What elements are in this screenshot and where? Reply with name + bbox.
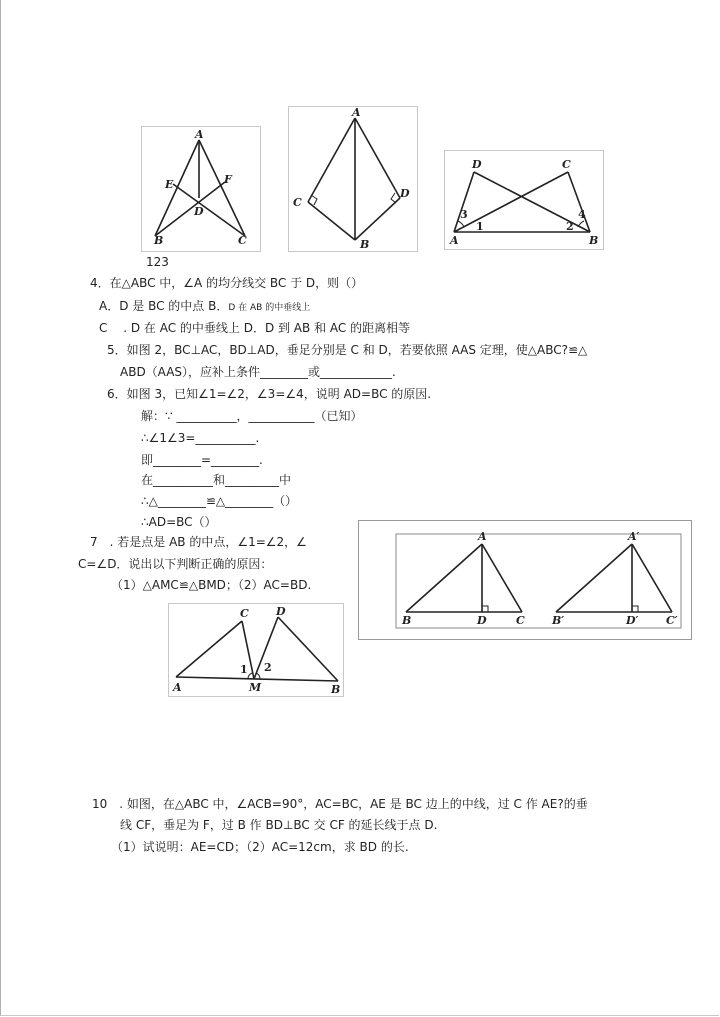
q6-step4: 在__________和_________中 [141,473,292,487]
fig5-angle-1: 1 [240,663,248,676]
q10-line2: 线 CF，垂足为 F，过 B 作 BD⊥BC 交 CF 的延长线于点 D. [120,818,438,832]
fig1-label-A: A [195,128,204,141]
q4-option-b: D 在 AB 的中垂线上 [228,303,311,313]
fig2-label-B: B [360,238,370,251]
fig2-label-D: D [400,187,410,200]
fig5-label-D: D [276,605,286,618]
q4-stem: 4．在△ABC 中，∠A 的均分线交 BC 于 D，则（） [90,276,364,290]
fig5-label-C: C [240,607,249,620]
fig1-label-F: F [224,173,232,186]
fig4-label-A-prime: A′ [628,530,640,543]
q7-line2: C=∠D．说出以下判断正确的原因： [78,557,273,571]
figure-5 [168,603,344,697]
figure-2 [288,106,418,252]
figure-4 [358,520,692,640]
fig5-label-B: B [331,683,341,696]
q7-line1: 7 . 若是点是 AB 的中点，∠1=∠2，∠ [90,535,307,549]
q10-line1: 10 . 如图，在△ABC 中，∠ACB=90°，AC=BC，AE 是 BC 边上的中线，过 C 作 AE?的垂 [92,797,588,811]
fig2-label-C: C [293,196,302,209]
fig5-angle-2: 2 [264,661,272,674]
fig1-label-D: D [194,205,204,218]
fig3-label-B: B [589,234,599,247]
q7-line3: （1）△AMC≌△BMD；（2）AC=BD. [111,578,312,592]
fig1-label-E: E [165,178,174,191]
fig3-angle-1: 1 [476,220,484,233]
q4-option-a: A．D 是 BC 的中点 B． [99,299,229,313]
figure-3 [444,150,604,250]
fig5-label-M: M [249,681,262,694]
fig3-label-D: D [472,158,482,171]
q4-options-ab [99,298,310,316]
q6-step5: ∴△________≌△________（） [141,494,298,508]
q6-step3: 即________=________. [141,453,263,467]
fig4-label-C: C [516,614,525,627]
q6-step2: ∴∠1∠3=__________. [141,431,260,445]
fig1-label-B: B [154,234,164,247]
q4-options-cd: C . D 在 AC 的中垂线上 D．D 到 AB 和 AC 的距离相等 [99,321,411,335]
fig3-angle-2: 2 [566,220,574,233]
fig4-label-D: D [477,614,487,627]
fig4-label-C-prime: C′ [666,614,678,627]
fig3-label-C: C [562,158,571,171]
fig4-label-A: A [478,530,487,543]
q5-line2: ABD（AAS），应补上条件________或____________. [120,365,396,379]
q5-line1: 5．如图 2，BC⊥AC，BD⊥AD，垂足分别是 C 和 D，若要依照 AAS 定理，使△ABC?≌△ [107,343,588,357]
fig2-label-A: A [352,106,361,119]
fig3-angle-4: 4 [578,208,586,221]
figure-1 [141,126,261,252]
q10-line3: （1）试说明：AE=CD；（2）AC=12cm，求 BD 的长. [111,840,409,854]
q6-step1: 解：∵ __________，___________（已知） [141,409,363,423]
fig4-label-B-prime: B′ [552,614,565,627]
fig4-label-B: B [402,614,412,627]
fig3-angle-3: 3 [460,208,468,221]
fig1-label-C: C [238,234,247,247]
q6-stem: 6．如图 3，已知∠1=∠2，∠3=∠4，说明 AD=BC 的原因. [107,387,432,401]
q6-step6: ∴AD=BC（） [141,515,217,529]
fig3-label-A: A [450,234,459,247]
fig4-label-D-prime: D′ [626,614,639,627]
fig5-label-A: A [173,681,182,694]
figure-1-caption: 123 [146,255,169,269]
